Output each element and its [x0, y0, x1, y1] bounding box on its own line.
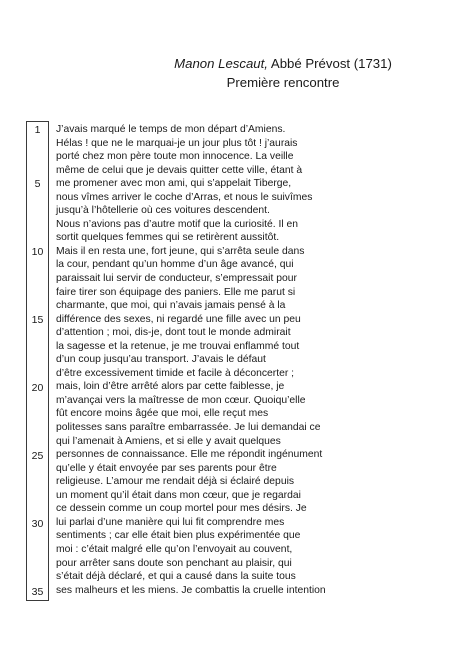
- text-line: jusqu’à l’hôtellerie où ces voitures descendent.: [56, 205, 270, 217]
- line-number-5: 5: [34, 178, 41, 190]
- text-line: sortit quelques femmes qui se retirèrent aussitôt.: [56, 232, 280, 244]
- passage-text: [56, 123, 466, 597]
- text-line: différence des sexes, ni regardé une fille avec un peu: [56, 313, 301, 325]
- line-number-10: 10: [31, 246, 44, 258]
- line-number-25: 25: [31, 450, 44, 462]
- document-title: [0, 54, 474, 73]
- text-line: la cour, pendant qu’un homme d’un âge avancé, qui: [56, 259, 294, 271]
- author-and-year: Abbé Prévost (1731): [267, 56, 392, 71]
- text-line: Mais il en resta une, fort jeune, qui s’arrêta seule dans: [56, 245, 305, 257]
- text-line: porté chez mon père toute mon innocence. La veille: [56, 151, 294, 163]
- line-number-30: 30: [31, 518, 44, 530]
- text-line: moi : c’était malgré elle qu’on l’envoyait au couvent,: [56, 543, 293, 555]
- text-line: d’être excessivement timide et facile à déconcerter ;: [56, 367, 295, 379]
- text-line: qu’elle y était envoyée par ses parents pour être: [56, 462, 277, 474]
- text-line: religieuse. L’amour me rendait déjà si éclairé depuis: [56, 476, 295, 488]
- text-line: ses malheurs et les miens. Je combattis la cruelle intention: [56, 584, 326, 596]
- text-line: pour arrêter sans doute son penchant au plaisir, qui: [56, 557, 292, 569]
- text-line: Nous n’avions pas d’autre motif que la curiosité. Il en: [56, 218, 299, 230]
- text-line: fût encore moins âgée que moi, elle reçut mes: [56, 408, 269, 420]
- work-title: Manon Lescaut,: [174, 56, 268, 71]
- text-line: nous vîmes arriver le coche d’Arras, et nous le suivîmes: [56, 191, 313, 203]
- text-line: qui l’amenait à Amiens, et si elle y avait quelques: [56, 435, 281, 447]
- text-line: d’un coup jusqu’au transport. J’avais le défaut: [56, 354, 266, 366]
- text-line: d’attention ; moi, dis-je, dont tout le monde admirait: [56, 327, 291, 339]
- text-line: politesses sans paraître embarrassée. Je lui demandai ce: [56, 422, 321, 434]
- text-line: sentiments ; car elle était bien plus expérimentée que: [56, 530, 301, 542]
- text-line: J’avais marqué le temps de mon départ d’Amiens.: [56, 124, 286, 135]
- text-line: faire tirer son équipage des paniers. Elle me parut si: [56, 286, 296, 298]
- text-line: un moment qu’il était dans mon cœur, que je regardai: [56, 489, 301, 501]
- text-line: ce dessein comme un coup mortel pour mes désirs. Je: [56, 503, 307, 515]
- text-line: s’était déjà déclaré, et qui a causé dans la suite tous: [56, 571, 296, 583]
- text-line: m’avançai vers la maîtresse de mon cœur. Quoiqu’elle: [56, 394, 306, 406]
- text-line: lui parlai d’une manière qui lui fit comprendre mes: [56, 516, 285, 528]
- line-number-35: 35: [31, 586, 44, 598]
- text-line: Hélas ! que ne le marquai-je un jour plus tôt ! j’aurais: [56, 137, 298, 149]
- document-subtitle: Première rencontre: [226, 75, 340, 90]
- text-line: la sagesse et la retenue, je me trouvai enflammé tout: [56, 340, 300, 352]
- text-line: mais, loin d’être arrêté alors par cette faiblesse, je: [56, 381, 285, 393]
- line-number-20: 20: [31, 382, 44, 394]
- text-line: personnes de connaissance. Elle me répondit ingénument: [56, 449, 323, 461]
- text-line: me promener avec mon ami, qui s’appelait Tiberge,: [56, 178, 292, 190]
- text-line: paraissait lui servir de conducteur, s’empressait pour: [56, 273, 297, 285]
- text-line: charmante, que moi, qui n’avais jamais pensé à la: [56, 300, 286, 312]
- line-number-1: 1: [34, 124, 41, 136]
- line-number-15: 15: [31, 314, 44, 326]
- document-header: [0, 54, 474, 92]
- text-line: même de celui que je devais quitter cette ville, étant à: [56, 164, 303, 176]
